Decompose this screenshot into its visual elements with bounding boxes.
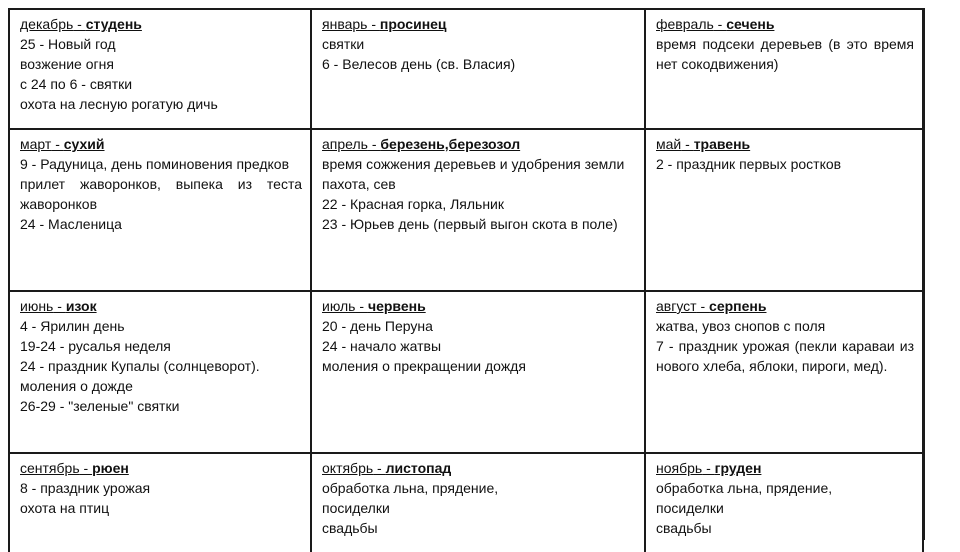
month-cell-january xyxy=(311,9,645,129)
event-line: свадьбы xyxy=(656,520,712,536)
event-line: время подсеки деревьев (в это время нет сокодвижения) xyxy=(656,36,914,72)
month-cell-july xyxy=(311,291,645,453)
event-line: охота на лесную рогатую дичь xyxy=(20,96,218,112)
month-cell-june xyxy=(9,291,311,453)
month-heading: январь - просинец xyxy=(322,16,447,32)
month-heading: июль - червень xyxy=(322,298,426,314)
event-line: обработка льна, прядение, xyxy=(322,480,499,496)
event-line: моления о дожде xyxy=(20,378,133,394)
event-line: свадьбы xyxy=(322,520,378,536)
event-line: 6 - Велесов день (св. Власия) xyxy=(322,56,516,72)
event-line: 24 - начало жатвы xyxy=(322,338,442,354)
month-cell-december xyxy=(9,9,311,129)
event-line: 26-29 - "зеленые" святки xyxy=(20,398,180,414)
month-cell-march xyxy=(9,129,311,291)
event-line: 23 - Юрьев день (первый выгон скота в поле) xyxy=(322,216,618,232)
table-row xyxy=(9,291,923,453)
event-line: 4 - Ярилин день xyxy=(20,318,125,334)
month-heading: июнь - изок xyxy=(20,298,97,314)
page-edge-rule xyxy=(923,8,925,540)
month-cell-september xyxy=(9,453,311,552)
month-heading: апрель - березень,березозол xyxy=(322,136,521,152)
month-cell-november xyxy=(645,453,923,552)
event-line: охота на птиц xyxy=(20,500,110,516)
month-cell-october xyxy=(311,453,645,552)
event-line: 8 - праздник урожая xyxy=(20,480,151,496)
event-line: святки xyxy=(322,36,365,52)
calendar-table xyxy=(8,8,924,552)
event-line: 24 - праздник Купалы (солнцеворот). xyxy=(20,358,260,374)
event-line: обработка льна, прядение, xyxy=(656,480,833,496)
event-line: с 24 по 6 - святки xyxy=(20,76,133,92)
event-line: 24 - Масленица xyxy=(20,216,122,232)
table-row xyxy=(9,129,923,291)
event-line: возжение огня xyxy=(20,56,114,72)
event-line: 20 - день Перуна xyxy=(322,318,433,334)
month-cell-may xyxy=(645,129,923,291)
month-cell-april xyxy=(311,129,645,291)
event-line: 2 - праздник первых ростков xyxy=(656,156,842,172)
month-heading: август - серпень xyxy=(656,298,767,314)
month-heading: февраль - сечень xyxy=(656,16,775,32)
event-line: 19-24 - русалья неделя xyxy=(20,338,171,354)
month-cell-february xyxy=(645,9,923,129)
month-cell-august xyxy=(645,291,923,453)
month-heading: сентябрь - рюен xyxy=(20,460,129,476)
table-row xyxy=(9,453,923,552)
event-line: 22 - Красная горка, Ляльник xyxy=(322,196,505,212)
event-line: пахота, сев xyxy=(322,176,396,192)
table-row xyxy=(9,9,923,129)
event-line: моления о прекращении дождя xyxy=(322,358,526,374)
event-line: посиделки xyxy=(322,500,390,516)
event-line: 9 - Радуница, день поминовения предков xyxy=(20,156,290,172)
month-heading: декабрь - студень xyxy=(20,16,142,32)
month-heading: октябрь - листопад xyxy=(322,460,452,476)
month-heading: март - сухий xyxy=(20,136,105,152)
event-line: 7 - праздник урожая (пекли караваи из нового хлеба, яблоки, пироги, мед). xyxy=(656,338,914,374)
event-line: время сожжения деревьев и удобрения земли xyxy=(322,156,625,172)
event-line: жатва, увоз снопов с поля xyxy=(656,318,826,334)
event-line: 25 - Новый год xyxy=(20,36,116,52)
month-heading: май - травень xyxy=(656,136,751,152)
event-line: посиделки xyxy=(656,500,724,516)
month-heading: ноябрь - груден xyxy=(656,460,762,476)
event-line: прилет жаворонков, выпека из теста жаворонков xyxy=(20,176,302,212)
